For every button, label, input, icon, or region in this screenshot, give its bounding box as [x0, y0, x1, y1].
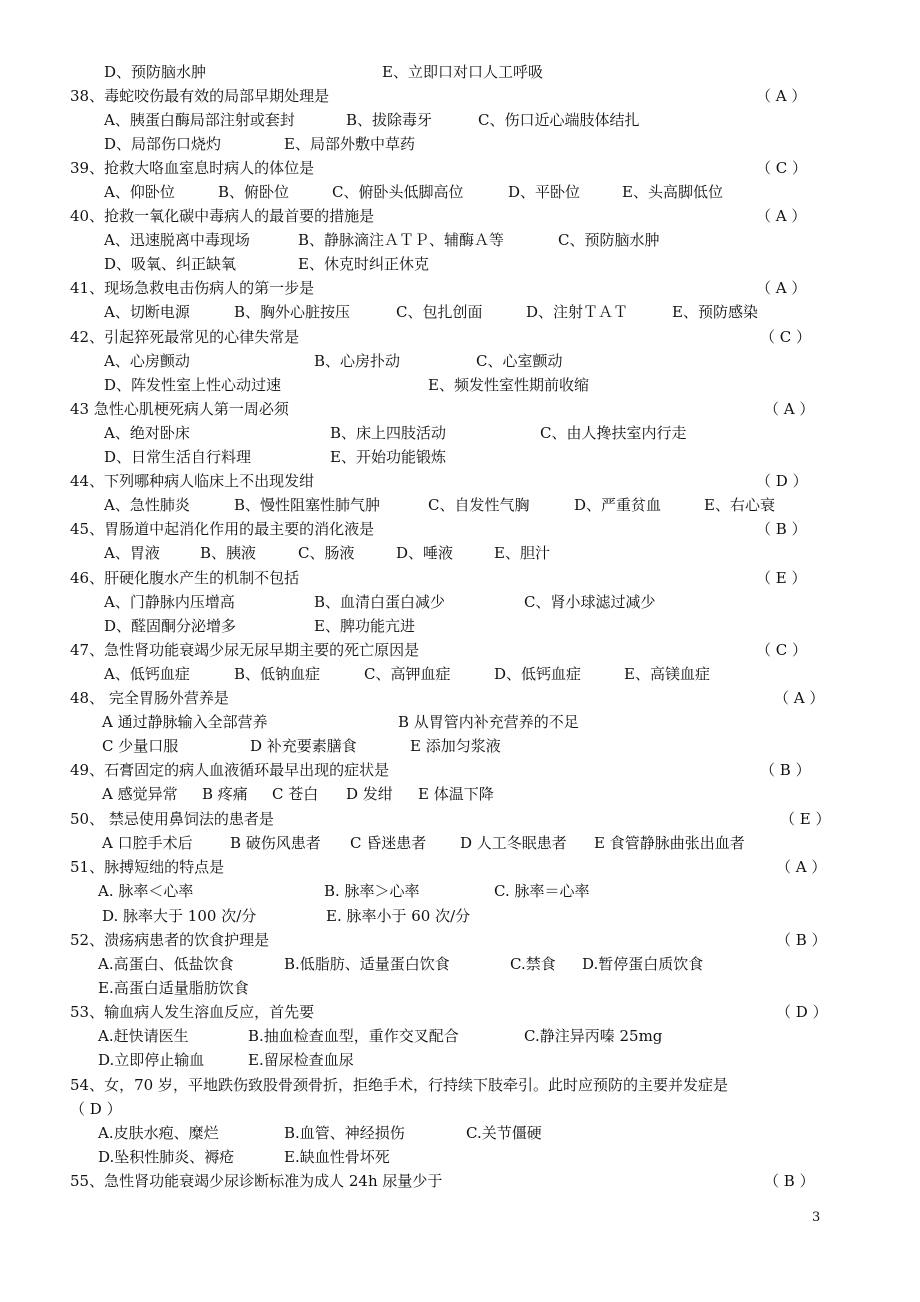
answer: （ D ） [756, 472, 808, 490]
option: D、严重贫血 [574, 496, 662, 514]
option: D、预防脑水肿 [104, 63, 207, 81]
option: A.高蛋白、低盐饮食 [98, 955, 234, 973]
answer: （ A ） [756, 279, 807, 297]
option: A、迅速脱离中毒现场 [104, 231, 250, 249]
question-text: 47、急性肾功能衰竭少尿无尿早期主要的死亡原因是 [70, 641, 420, 659]
answer: （ B ） [764, 1172, 815, 1190]
option: D、醛固酮分泌增多 [104, 617, 237, 635]
option: D、阵发性室上性心动过速 [104, 376, 282, 394]
option: B、慢性阻塞性肺气肿 [234, 496, 381, 514]
option: C、高钾血症 [364, 665, 451, 683]
question-text: 41、现场急救电击伤病人的第一步是 [70, 279, 315, 297]
answer: （ C ） [756, 641, 808, 659]
option: C、伤口近心端肢体结扎 [478, 111, 640, 129]
option: E.高蛋白适量脂肪饮食 [98, 979, 249, 997]
option: C、肾小球滤过减少 [524, 593, 656, 611]
option: B、胸外心脏按压 [234, 303, 351, 321]
option: E、右心衰 [704, 496, 775, 514]
answer: （ B ） [756, 520, 807, 538]
answer: （ A ） [774, 689, 825, 707]
option: D、注射ＴＡＴ [526, 303, 629, 321]
option: E、胆汁 [494, 544, 550, 562]
option: A、胃液 [104, 544, 160, 562]
option: E、头高脚低位 [622, 183, 723, 201]
option: D 人工冬眠患者 [460, 834, 567, 852]
option: C 苍白 [272, 785, 319, 803]
option: B、床上四肢活动 [330, 424, 447, 442]
option: E、脾功能亢进 [314, 617, 415, 635]
option: E、频发性室性期前收缩 [428, 376, 589, 394]
option: B、胰液 [200, 544, 257, 562]
option: A、仰卧位 [104, 183, 175, 201]
question-text: 45、胃肠道中起消化作用的最主要的消化液是 [70, 520, 375, 538]
option: C、预防脑水肿 [558, 231, 660, 249]
option: E、预防感染 [672, 303, 758, 321]
option: E、开始功能锻炼 [330, 448, 446, 466]
option: E. 脉率小于 60 次/分 [326, 907, 471, 925]
option: B、低钠血症 [234, 665, 321, 683]
option: D 补充要素膳食 [250, 737, 357, 755]
option: D 发绀 [346, 785, 393, 803]
option: B 疼痛 [202, 785, 248, 803]
option: E、局部外敷中草药 [284, 135, 415, 153]
question-text: 49、石膏固定的病人血液循环最早出现的症状是 [70, 761, 390, 779]
option: D、低钙血症 [494, 665, 582, 683]
question-text: 51、脉搏短绌的特点是 [70, 858, 225, 876]
option: B、俯卧位 [218, 183, 290, 201]
option: A 感觉异常 [102, 785, 178, 803]
option: C. 脉率＝心率 [494, 882, 590, 900]
option: E、高镁血症 [624, 665, 710, 683]
option: A 通过静脉输入全部营养 [102, 713, 268, 731]
option: B、静脉滴注ＡＴＰ、辅酶Ａ等 [298, 231, 505, 249]
question-text: 48、 完全胃肠外营养是 [70, 689, 229, 707]
answer: （ A ） [764, 400, 815, 418]
option: D、唾液 [396, 544, 454, 562]
question-text: 55、急性肾功能衰竭少尿诊断标准为成人 24h 尿量少于 [70, 1172, 443, 1190]
question-text: 44、下列哪种病人临床上不出现发绀 [70, 472, 315, 490]
answer: （ A ） [756, 87, 807, 105]
option: E、休克时纠正休克 [298, 255, 429, 273]
option: B.血管、神经损伤 [284, 1124, 405, 1142]
option: D、局部伤口烧灼 [104, 135, 222, 153]
option: A、胰蛋白酶局部注射或套封 [104, 111, 295, 129]
option: A、低钙血症 [104, 665, 190, 683]
option: B、拔除毒牙 [346, 111, 433, 129]
question-text: 43 急性心肌梗死病人第一周必须 [70, 400, 289, 418]
option: C、由人搀扶室内行走 [540, 424, 687, 442]
option: C.禁食 [510, 955, 556, 973]
option: C、心室颤动 [476, 352, 563, 370]
answer: （ E ） [780, 810, 831, 828]
option: C、自发性气胸 [428, 496, 530, 514]
answer: （ E ） [756, 569, 807, 587]
option: C、俯卧头低脚高位 [332, 183, 464, 201]
question-text: 54、女，70 岁，平地跌伤致股骨颈骨折，拒绝手术，行持续下肢牵引。此时应预防的主要并发症是 [70, 1076, 728, 1094]
question-text: 39、抢救大咯血室息时病人的体位是 [70, 159, 315, 177]
option: A 口腔手术后 [102, 834, 193, 852]
option: D.坠积性肺炎、褥疮 [98, 1148, 235, 1166]
option: A. 脉率＜心率 [98, 882, 194, 900]
answer: （ D ） [70, 1100, 122, 1118]
option: C、包扎创面 [396, 303, 483, 321]
option: B.抽血检查血型，重作交叉配合 [248, 1027, 459, 1045]
option: E.缺血性骨坏死 [284, 1148, 390, 1166]
question-text: 50、 禁忌使用鼻饲法的患者是 [70, 810, 274, 828]
answer: （ C ） [756, 159, 808, 177]
option: D. 脉率大于 100 次/分 [102, 907, 257, 925]
question-text: 53、输血病人发生溶血反应，首先要 [70, 1003, 315, 1021]
option: D、平卧位 [508, 183, 581, 201]
question-text: 42、引起猝死最常见的心律失常是 [70, 328, 300, 346]
question-text: 52、溃疡病患者的饮食护理是 [70, 931, 270, 949]
option: D.暂停蛋白质饮食 [582, 955, 704, 973]
question-text: 46、肝硬化腹水产生的机制不包括 [70, 569, 300, 587]
option: A.赶快请医生 [98, 1027, 189, 1045]
option: C.关节僵硬 [466, 1124, 542, 1142]
question-text: 40、抢救一氧化碳中毒病人的最首要的措施是 [70, 207, 375, 225]
option: E 添加匀浆液 [410, 737, 501, 755]
option: D.立即停止输血 [98, 1051, 205, 1069]
option: B、心房扑动 [314, 352, 401, 370]
option: E.留尿检查血尿 [248, 1051, 354, 1069]
answer: （ B ） [760, 761, 811, 779]
page-number: 3 [812, 1210, 821, 1225]
answer: （ A ） [776, 858, 827, 876]
option: C 昏迷患者 [350, 834, 427, 852]
option: D、日常生活自行料理 [104, 448, 252, 466]
option: B.低脂肪、适量蛋白饮食 [284, 955, 450, 973]
option: E 体温下降 [418, 785, 494, 803]
answer: （ A ） [756, 207, 807, 225]
option: C 少量口服 [102, 737, 179, 755]
answer: （ D ） [776, 1003, 828, 1021]
option: A、门静脉内压增高 [104, 593, 235, 611]
question-text: 38、毒蛇咬伤最有效的局部早期处理是 [70, 87, 330, 105]
answer: （ C ） [760, 328, 812, 346]
option: B 破伤风患者 [230, 834, 321, 852]
option: B、血清白蛋白减少 [314, 593, 446, 611]
answer: （ B ） [776, 931, 827, 949]
option: A、急性肺炎 [104, 496, 190, 514]
option: C.静注异丙嗪 25mg [524, 1027, 663, 1045]
option: C、肠液 [298, 544, 355, 562]
option: B 从胃管内补充营养的不足 [398, 713, 579, 731]
option: B. 脉率＞心率 [324, 882, 420, 900]
option: A、切断电源 [104, 303, 190, 321]
option: E 食管静脉曲张出血者 [594, 834, 745, 852]
option: D、吸氧、纠正缺氧 [104, 255, 237, 273]
option: A、绝对卧床 [104, 424, 190, 442]
option: E、立即口对口人工呼吸 [382, 63, 543, 81]
option: A.皮肤水疱、糜烂 [98, 1124, 219, 1142]
option: A、心房颤动 [104, 352, 190, 370]
